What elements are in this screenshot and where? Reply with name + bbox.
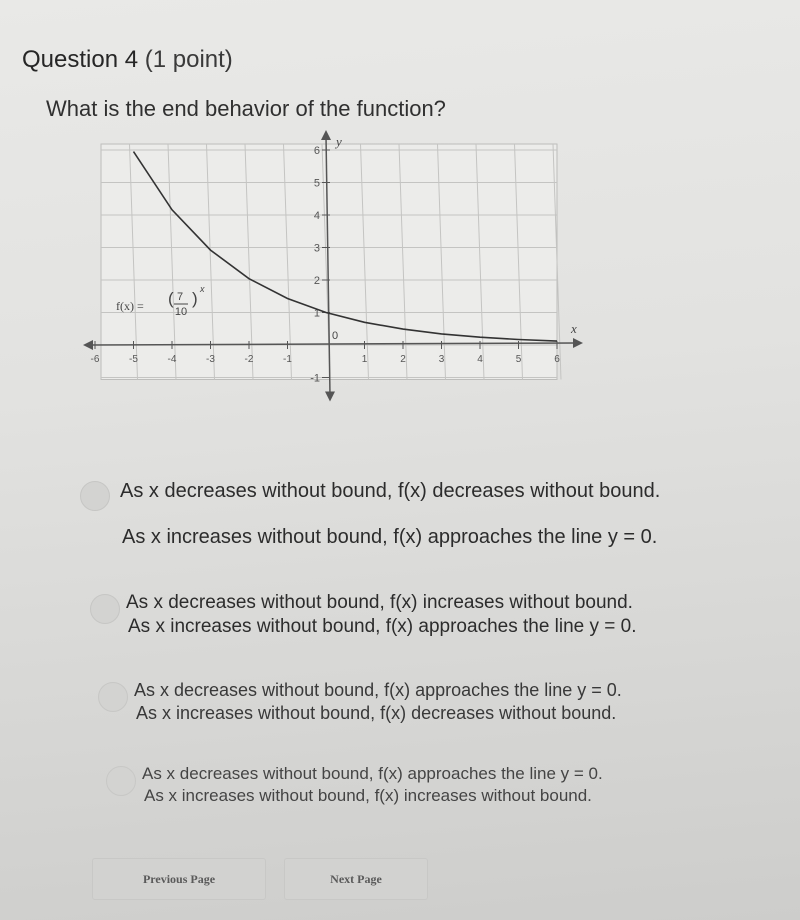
option-line-1: As x decreases without bound, f(x) approaches the line y = 0. (134, 680, 622, 700)
y-axis-arrow-up (321, 130, 331, 140)
x-tick-label: 6 (554, 354, 560, 365)
option-line-2: As x increases without bound, f(x) decreases without bound. (136, 703, 617, 723)
fraction-numerator: 7 (176, 291, 184, 303)
y-axis-arrow-down (325, 392, 335, 402)
radio-button[interactable] (106, 766, 136, 796)
exponent-label: x (200, 284, 205, 294)
x-tick-label: -1 (283, 354, 292, 365)
radio-button[interactable] (80, 481, 110, 511)
y-tick-label: -1 (310, 372, 320, 385)
question-text: What is the end behavior of the function? (46, 96, 446, 121)
option-line-2: As x increases without bound, f(x) increases without bound. (144, 786, 592, 805)
answer-option-1[interactable] (80, 478, 780, 553)
answer-option-3[interactable] (80, 678, 780, 738)
option-line-2: As x increases without bound, f(x) approaches the line y = 0. (122, 526, 658, 548)
x-axis-arrow-left (83, 340, 93, 350)
x-axis-arrow-right (573, 338, 583, 348)
radio-button[interactable] (90, 594, 120, 624)
y-tick-label: 3 (313, 242, 320, 255)
origin-label: 0 (332, 330, 339, 342)
question-points: (1 point) (144, 46, 233, 73)
function-graph (70, 134, 577, 430)
y-axis-label: y (336, 134, 342, 149)
x-tick-label: 2 (400, 354, 406, 365)
y-tick-label: 5 (313, 177, 320, 190)
next-page-button[interactable]: Next Page (284, 858, 428, 900)
y-tick-label: 1 (313, 307, 320, 320)
y-tick-label: 6 (313, 145, 320, 157)
option-line-1: As x decreases without bound, f(x) decreases without bound. (120, 480, 661, 502)
option-line-1: As x decreases without bound, f(x) approaches the line y = 0. (142, 764, 603, 783)
question-heading (22, 46, 233, 74)
y-tick-label: 2 (313, 275, 320, 287)
previous-page-button[interactable]: Previous Page (92, 858, 266, 900)
x-tick-label: 4 (477, 354, 483, 365)
x-tick-label: -2 (244, 354, 254, 365)
x-tick-label: 1 (361, 354, 368, 365)
right-paren: ) (192, 289, 198, 308)
x-tick-label: 3 (438, 354, 445, 365)
option-line-1: As x decreases without bound, f(x) increases without bound. (126, 592, 633, 613)
y-tick-label: 4 (313, 210, 320, 222)
question-title: Question 4 (22, 46, 139, 73)
answer-option-4[interactable] (80, 762, 780, 822)
x-axis-label: x (571, 321, 577, 336)
x-tick-label: -4 (167, 354, 177, 365)
answer-option-2[interactable] (80, 590, 780, 650)
x-tick-label: -6 (90, 354, 100, 365)
left-paren: ( (168, 289, 174, 308)
fraction-denominator: 10 (174, 306, 188, 318)
x-tick-label: -3 (206, 354, 215, 365)
x-tick-label: -5 (129, 354, 138, 365)
option-line-2: As x increases without bound, f(x) approaches the line y = 0. (128, 616, 637, 637)
function-label-lhs: f(x) = (116, 299, 144, 313)
x-tick-label: 5 (515, 354, 522, 365)
radio-button[interactable] (98, 682, 128, 712)
